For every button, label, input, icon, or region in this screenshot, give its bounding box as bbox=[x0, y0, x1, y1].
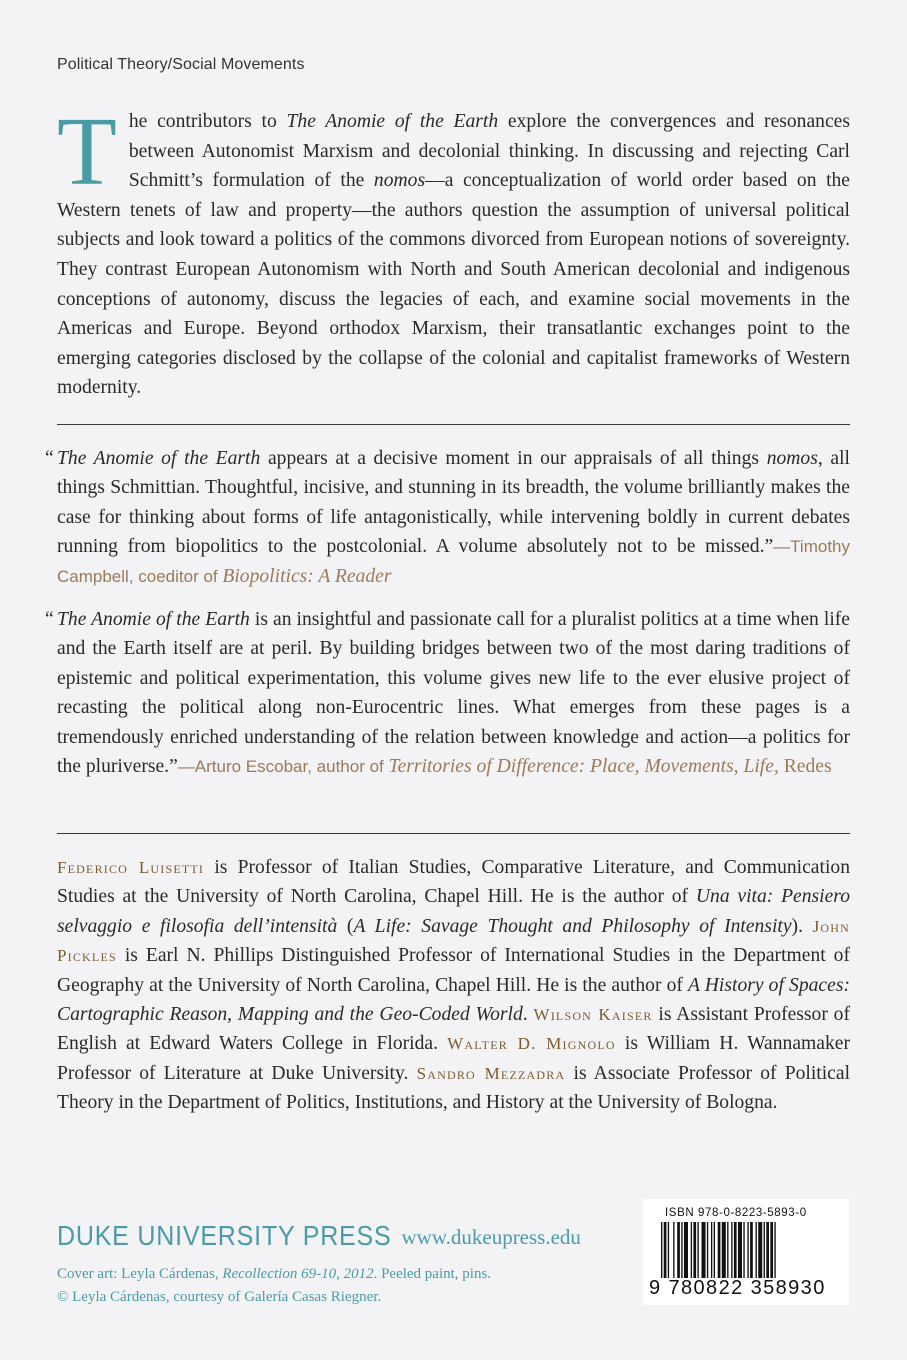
barcode-bar bbox=[734, 1222, 737, 1278]
barcode-bar bbox=[756, 1222, 757, 1278]
barcode-bar bbox=[697, 1222, 698, 1278]
barcode-bars bbox=[661, 1222, 833, 1278]
contributor-name: John Pickles bbox=[57, 916, 851, 966]
quote-attribution: —Timothy Campbell, coeditor of bbox=[57, 537, 850, 586]
barcode-bar bbox=[668, 1222, 669, 1278]
publisher-name: DUKE UNIVERSITY PRESS bbox=[57, 1220, 392, 1252]
book-title: The Anomie of the Earth bbox=[286, 111, 499, 132]
barcode-number: 9 780822 358930 bbox=[649, 1277, 826, 1299]
barcode-bar bbox=[774, 1222, 775, 1278]
endorsement-quote: “ The Anomie of the Earth is an insightful and passionate call for a pluralist politics at a time when life and the Earth itself are at peril. By building bridges between two of the most daring traditions of epistemic and political experimentation, this volume gives new life to the ever elusive project of recasting the political along non-Eurocentric lines. What emerges from these pages is a tremendously enriched understanding of the relation between knowledge and action—a politics for the pluriverse.”—Arturo Escobar, author of Territories of Difference: Place, Movements, Life, Redes bbox=[45, 609, 850, 778]
endorsement-quote: “ The Anomie of the Earth appears at a decisive moment in our appraisals of all things nomos, all things Schmittian. Thoughtful, incisive, and stunning in its breadth, the volume brilliantly makes the case for thinking about forms of life antagonistically, while intervening boldly in current debates running from biopolitics to the postcolonial. A volume absolutely not to be missed.”—Timothy Campbell, coeditor of Biopolitics: A Reader bbox=[45, 448, 850, 587]
contributor-name: Federico Luisetti bbox=[57, 858, 205, 877]
barcode-bar bbox=[664, 1222, 667, 1278]
contributor-name: Sandro Mezzadra bbox=[416, 1063, 566, 1083]
contributor-name: Walter D. Mignolo bbox=[447, 1034, 616, 1054]
contributor-name: Wilson Kaiser bbox=[533, 1005, 653, 1025]
divider bbox=[57, 424, 850, 425]
cover-credits: Cover art: Leyla Cárdenas, Recollection 69-10, 2012. Peeled paint, pins. © Leyla Cárdenas, courtesy of Galería Casas Riegner. bbox=[57, 1266, 492, 1305]
barcode-bar bbox=[718, 1222, 721, 1278]
barcode-bar bbox=[770, 1222, 773, 1278]
barcode-bar bbox=[738, 1222, 742, 1278]
publisher-url[interactable]: www.dukeupress.edu bbox=[401, 1225, 581, 1249]
barcode-bar bbox=[711, 1222, 712, 1278]
isbn-barcode bbox=[643, 1199, 849, 1305]
divider bbox=[57, 833, 850, 834]
barcode-bar bbox=[693, 1222, 696, 1278]
barcode-bar bbox=[673, 1222, 674, 1278]
barcode-bar bbox=[684, 1222, 688, 1278]
barcode-bar bbox=[731, 1222, 732, 1278]
barcode-bar bbox=[681, 1222, 682, 1278]
drop-cap: T bbox=[57, 98, 117, 206]
barcode-bar bbox=[661, 1222, 662, 1278]
quote-attribution: —Arturo Escobar, author of bbox=[177, 757, 389, 777]
barcode-bar bbox=[764, 1222, 765, 1278]
barcode-bar bbox=[714, 1222, 715, 1278]
barcode-bar bbox=[722, 1222, 726, 1278]
isbn-label: ISBN 978-0-8223-5893-0 bbox=[665, 1207, 807, 1219]
barcode-bar bbox=[747, 1222, 748, 1278]
barcode-bar bbox=[677, 1222, 680, 1278]
book-description: The contributors to The Anomie of the Earth explore the convergences and resonances between Autonomist Marxism and decolonial thinking. In discussing and rejecting Carl Schmitt’s formulation of the nomos—a conceptualization of world order based on the Western tenets of law and property—the authors question the assumption of universal political subjects and look toward a politics of the commons divorced from European notions of sovereignty. They contrast European Autonomism with North and South American decolonial and indigenous conceptions of autonomy, discuss the legacies of each, and examine social movements in the Americas and Europe. Beyond orthodox Marxism, their transatlantic exchanges point to the emerging categories disclosed by the collapse of the colonial and capitalist frameworks of Western modernity. bbox=[57, 98, 851, 399]
category-label: Political Theory/Social Movements bbox=[57, 56, 305, 73]
barcode-bar bbox=[743, 1222, 744, 1278]
publisher-line bbox=[57, 1222, 581, 1251]
barcode-bar bbox=[727, 1222, 728, 1278]
barcode-bar bbox=[691, 1222, 692, 1278]
barcode-bar bbox=[707, 1222, 708, 1278]
barcode-bar bbox=[750, 1222, 753, 1278]
barcode-bar bbox=[766, 1222, 769, 1278]
barcode-bar bbox=[758, 1222, 762, 1278]
barcode-bar bbox=[702, 1222, 706, 1278]
contributor-bios: Federico Luisetti is Professor of Italian Studies, Comparative Literature, and Communication Studies at the University of North Carolina, Chapel Hill. He is the author of Una vita: Pensiero selvaggio e filosofia dell’intensità (A Life: Savage Thought and Philosophy of Intensity). John Pickles is Earl N. Phillips Distinguished Professor of International Studies in the Department of Geography at the University of North Carolina, Chapel Hill. He is the author of A History of Spaces: Cartographic Reason, Mapping and the Geo-Coded World. Wilson Kaiser is Assistant Professor of English at Edward Waters College in Florida. Walter D. Mignolo is William H. Wannamaker Professor of Literature at Duke University. Sandro Mezzadra is Associate Professor of Political Theory in the Department of Politics, Institutions, and History at the University of Bologna. bbox=[57, 857, 851, 1114]
